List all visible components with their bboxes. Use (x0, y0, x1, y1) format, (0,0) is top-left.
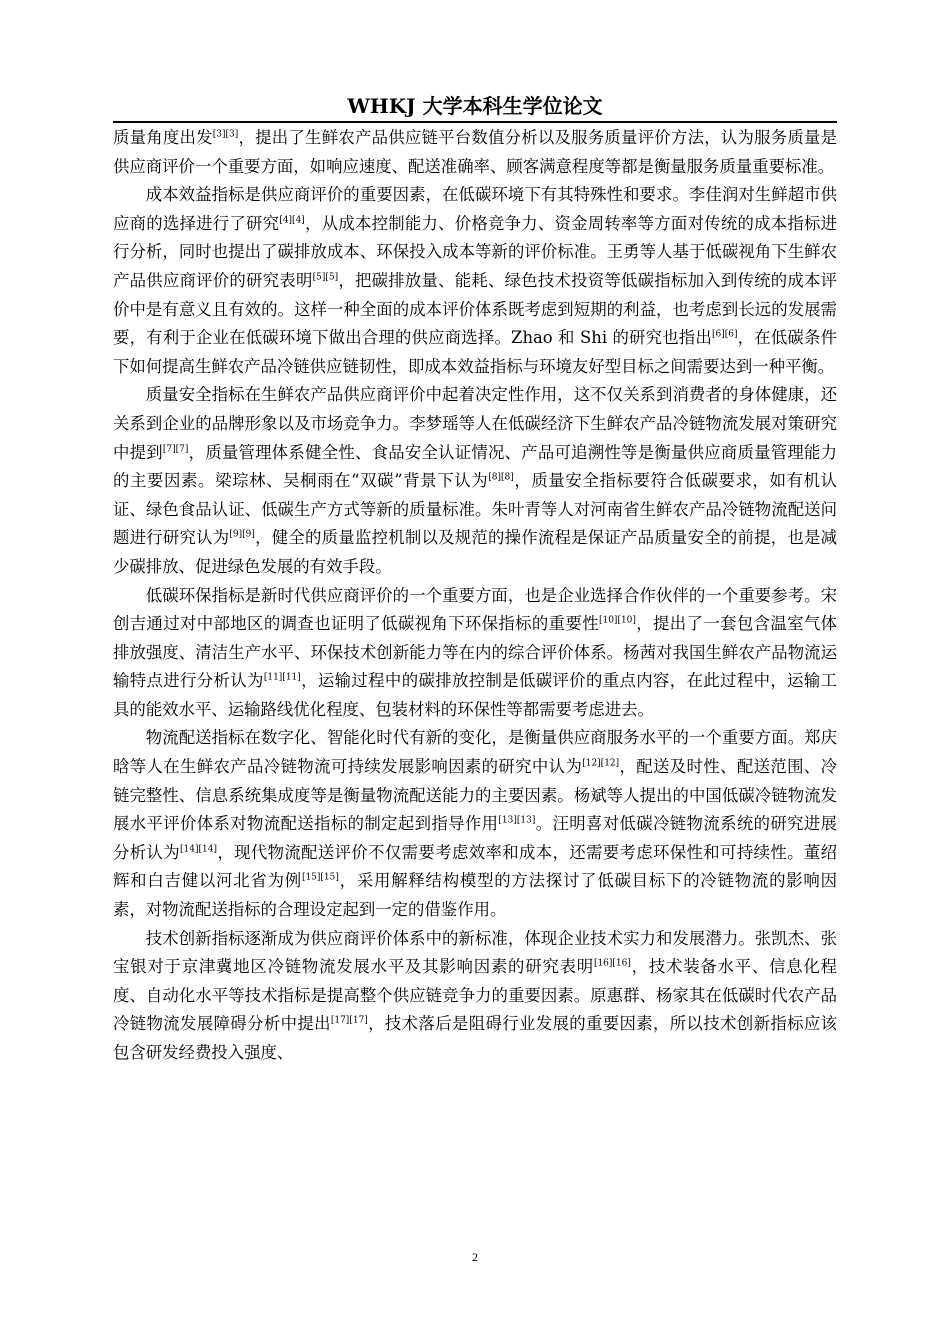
header-divider (113, 121, 837, 123)
body-text (113, 124, 837, 1068)
paragraph: 技术创新指标逐渐成为供应商评价体系中的新标准，体现企业技术实力和发展潜力。张凯杰、张宝银对于京津冀地区冷链物流发展水平及其影响因素的研究表明[16][16]，技术装备水平、信息化程度、自动化水平等技术指标是提高整个供应链竞争力的重要因素。原惠群、杨家其在低碳时代农产品冷链物流发展障碍分析中提出[17][17]，技术落后是阻碍行业发展的重要因素，所以技术创新指标应该包含研发经费投入强度、 (113, 928, 838, 1062)
page-number: 2 (472, 1250, 478, 1264)
citation-marker: [16][16] (593, 958, 631, 969)
paragraph: 质量角度出发[3][3]，提出了生鲜农产品供应链平台数值分析以及服务质量评价方法，认为服务质量是供应商评价一个重要方面，如响应速度、配送准确率、顾客满意程度等都是衡量服务质量重要标准。 (113, 128, 838, 176)
citation-marker: [6][6] (711, 329, 738, 340)
citation-marker: [17][17] (330, 1015, 368, 1026)
citation-marker: [7][7] (162, 444, 189, 455)
paragraph: 成本效益指标是供应商评价的重要因素，在低碳环境下有其特殊性和要求。李佳润对生鲜超市供应商的选择进行了研究[4][4]，从成本控制能力、价格竞争力、资金周转率等方面对传统的成本指标进行分析，同时也提出了碳排放成本、环保投入成本等新的评价标准。王勇等人基于低碳视角下生鲜农产品供应商评价的研究表明[5][5]，把碳排放量、能耗、绿色技术投资等低碳指标加入到传统的成本评价中是有意义且有效的。这样一种全面的成本评价体系既考虑到短期的利益，也考虑到长远的发展需要，有利于企业在低碳环境下做出合理的供应商选择。Zhao 和 Shi 的研究也指出[6][6]，在低碳条件下如何提高生鲜农产品冷链供应链韧性，即成本效益指标与环境友好型目标之间需要达到一种平衡。 (113, 185, 838, 376)
citation-marker: [13][13] (498, 815, 536, 826)
citation-marker: [3][3] (212, 129, 239, 140)
citation-marker: [5][5] (312, 272, 339, 283)
page-header-title: WHKJ 大学本科生学位论文 (347, 94, 603, 118)
citation-marker: [4][4] (279, 215, 305, 226)
citation-marker: [14][14] (180, 844, 217, 855)
paragraph: 低碳环保指标是新时代供应商评价的一个重要方面，也是企业选择合作伙伴的一个重要参考。宋创吉通过对中部地区的调查也证明了低碳视角下环保指标的重要性[10][10]，提出了一套包含温室气体排放强度、清洁生产水平、环保技术创新能力等在内的综合评价体系。杨茜对我国生鲜农产品物流运输特点进行分析认为[11][11]，运输过程中的碳排放控制是低碳评价的重点内容，在此过程中，运输工具的能效水平、运输路线优化程度、包装材料的环保性等都需要考虑进去。 (113, 585, 838, 719)
citation-marker: [12][12] (582, 758, 620, 769)
paragraph: 质量安全指标在生鲜农产品供应商评价中起着决定性作用，这不仅关系到消费者的身体健康，还关系到企业的品牌形象以及市场竞争力。李梦瑶等人在低碳经济下生鲜农产品冷链物流发展对策研究中提到[7][7]，质量管理体系健全性、食品安全认证情况、产品可追溯性等是衡量供应商质量管理能力的主要因素。梁琮林、吴桐雨在“双碳”背景下认为[8][8]，质量安全指标要符合低碳要求，如有机认证、绿色食品认证、低碳生产方式等新的质量标准。朱叶青等人对河南省生鲜农产品冷链物流配送问题进行研究认为[9][9]，健全的质量监控机制以及规范的操作流程是保证产品质量安全的前提，也是减少碳排放、促进绿色发展的有效手段。 (113, 385, 838, 576)
citation-marker: [9][9] (229, 529, 255, 540)
citation-marker: [15][15] (301, 872, 339, 883)
citation-marker: [11][11] (263, 672, 301, 683)
citation-marker: [10][10] (598, 615, 636, 626)
paragraph: 物流配送指标在数字化、智能化时代有新的变化，是衡量供应商服务水平的一个重要方面。郑庆晗等人在生鲜农产品冷链物流可持续发展影响因素的研究中认为[12][12]，配送及时性、配送范围、冷链完整性、信息系统集成度等是衡量物流配送能力的主要因素。杨斌等人提出的中国低碳冷链物流发展水平评价体系对物流配送指标的制定起到指导作用[13][13]。汪明喜对低碳冷链物流系统的研究进展分析认为[14][14]，现代物流配送评价不仅需要考虑效率和成本，还需要考虑环保性和可持续性。董绍辉和白吉健以河北省为例[15][15]，采用解释结构模型的方法探讨了低碳目标下的冷链物流的影响因素，对物流配送指标的合理设定起到一定的借鉴作用。 (113, 728, 838, 920)
citation-marker: [8][8] (488, 472, 514, 483)
